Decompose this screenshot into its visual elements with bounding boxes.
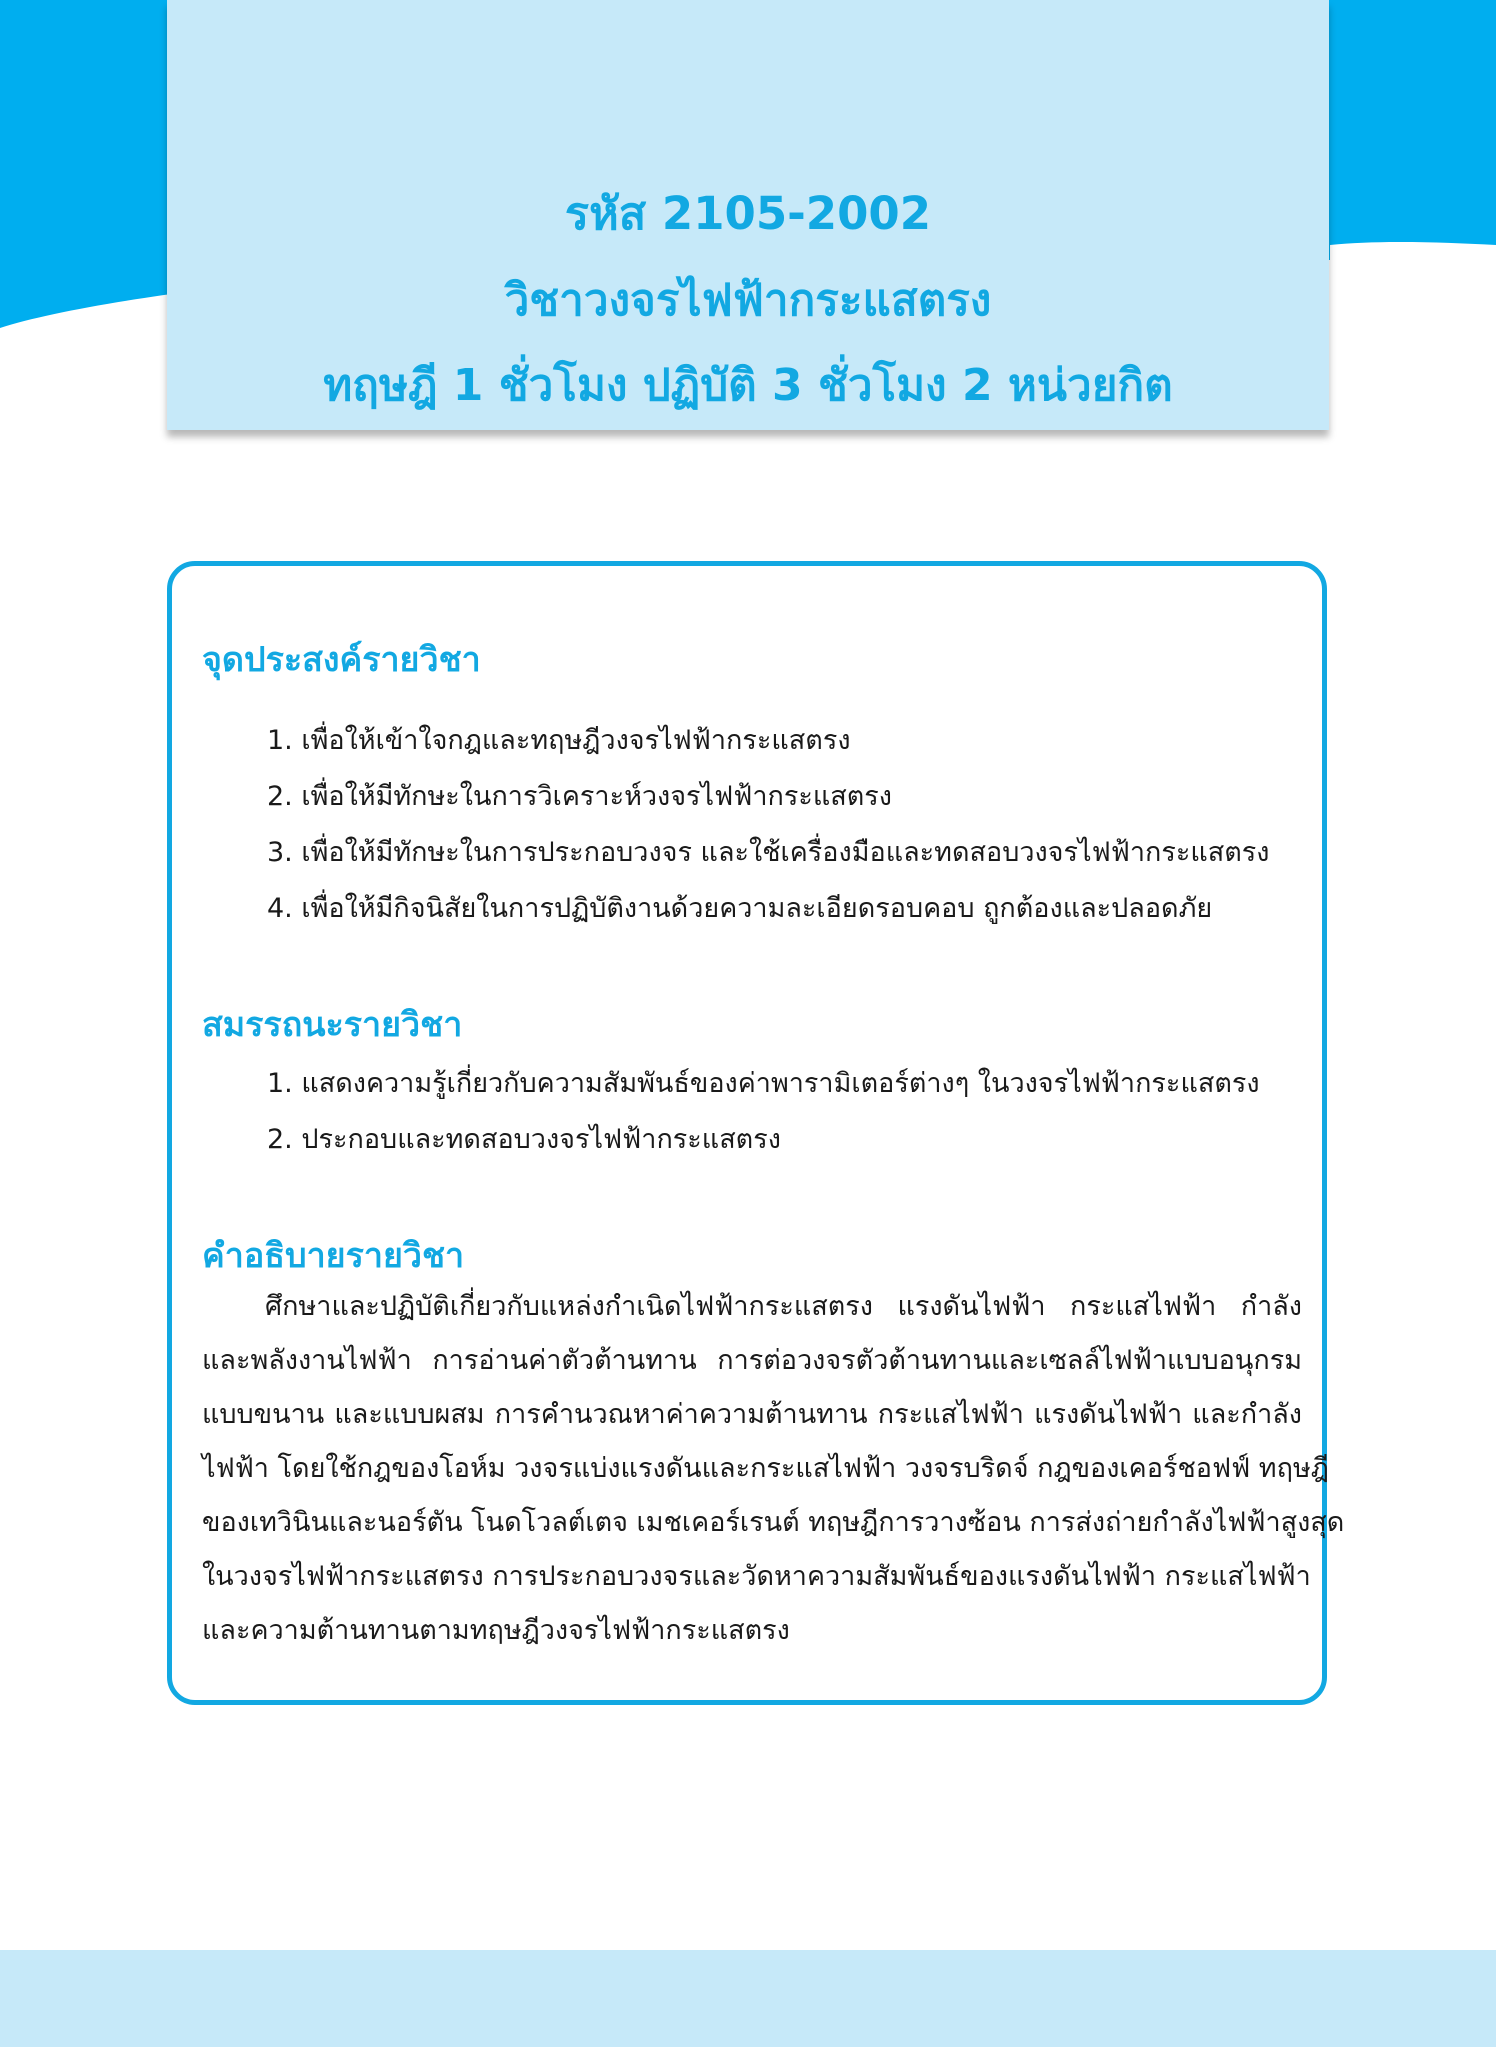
description-line: ศึกษาและปฏิบัติเกี่ยวกับแหล่งกำเนิดไฟฟ้ากระแสตรง แรงดันไฟฟ้า กระแสไฟฟ้า กำลัง [265,1291,1302,1322]
course-code: รหัส 2105-2002 [564,187,932,240]
description-line: และพลังงานไฟฟ้า การอ่านค่าตัวต้านทาน การต่อวงจรตัวต้านทานและเซลล์ไฟฟ้าแบบอนุกรม [202,1345,1302,1376]
course-hours-credits: ทฤษฎี 1 ชั่วโมง ปฏิบัติ 3 ชั่วโมง 2 หน่วยกิต [323,360,1173,411]
list-item: 1. แสดงความรู้เกี่ยวกับความสัมพันธ์ของค่าพารามิเตอร์ต่างๆ ในวงจรไฟฟ้ากระแสตรง [267,1068,1260,1099]
list-item: 4. เพื่อให้มีกิจนิสัยในการปฏิบัติงานด้วยความละเอียดรอบคอบ ถูกต้องและปลอดภัย [267,893,1213,924]
list-item: 3. เพื่อให้มีทักษะในการประกอบวงจร และใช้เครื่องมือและทดสอบวงจรไฟฟ้ากระแสตรง [267,837,1270,868]
list-item: 2. ประกอบและทดสอบวงจรไฟฟ้ากระแสตรง [267,1124,781,1155]
description-line: แบบขนาน และแบบผสม การคำนวณหาค่าความต้านทาน กระแสไฟฟ้า แรงดันไฟฟ้า และกำลัง [202,1399,1302,1430]
description-line: ในวงจรไฟฟ้ากระแสตรง การประกอบวงจรและวัดหาความสัมพันธ์ของแรงดันไฟฟ้า กระแสไฟฟ้า [202,1561,1311,1592]
objectives-list [267,713,1269,937]
description-line: ของเทวินินและนอร์ตัน โนดโวลต์เตจ เมชเคอร์เรนต์ ทฤษฎีการวางซ้อน การส่งถ่ายกำลังไฟฟ้าสูงสุด [202,1507,1345,1538]
list-item: 1. เพื่อให้เข้าใจกฎและทฤษฎีวงจรไฟฟ้ากระแสตรง [267,725,851,756]
objectives-title: จุดประสงค์รายวิชา [202,640,481,680]
footer-band [0,1950,1496,2047]
description-line: และความต้านทานตามทฤษฎีวงจรไฟฟ้ากระแสตรง [202,1615,790,1646]
competencies-list [267,1056,1260,1168]
course-header-card [167,0,1329,430]
course-details-box [167,561,1345,1705]
description-title: คำอธิบายรายวิชา [202,1236,465,1276]
description-line: ไฟฟ้า โดยใช้กฎของโอห์ม วงจรแบ่งแรงดันและกระแสไฟฟ้า วงจรบริดจ์ กฎของเคอร์ชอฟฟ์ ทฤษฎี [202,1453,1329,1484]
description-paragraph [202,1280,1345,1658]
list-item: 2. เพื่อให้มีทักษะในการวิเคราะห์วงจรไฟฟ้ากระแสตรง [267,781,892,812]
competencies-title: สมรรถนะรายวิชา [202,1005,463,1045]
course-name: วิชาวงจรไฟฟ้ากระแสตรง [504,275,992,326]
